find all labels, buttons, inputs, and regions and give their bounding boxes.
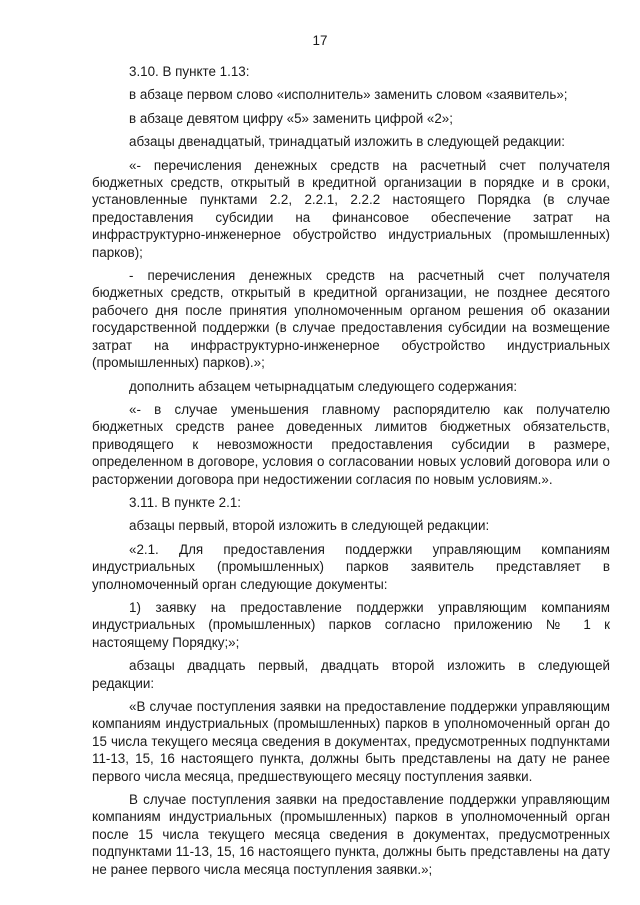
paragraph: «- в случае уменьшения главному распорядителю как получателю бюджетных средств ранее доведенных лимитов бюджетных обязательств, приводящего к невозможности предоставления субсидии в размере, определенном в договоре, условия о согласовании новых условий договора или о расторжении договора при недостижении согласия по новым условиям.». [92,401,610,487]
paragraph: в абзаце первом слово «исполнитель» заменить словом «заявитель»; [129,87,568,103]
paragraph: в абзаце девятом цифру «5» заменить цифрой «2»; [129,110,453,126]
paragraph: абзацы двенадцатый, тринадцатый изложить в следующей редакции: [129,134,565,150]
document-body [92,63,610,884]
page-number: 17 [312,33,328,48]
paragraph: 3.10. В пункте 1.13: [129,64,250,79]
paragraph: абзацы двадцать первый, двадцать второй изложить в следующей редакции: [92,658,610,691]
paragraph: - перечисления денежных средств на расчетный счет получателя бюджетных средств, открытый в кредитной организации, не позднее десятого рабочего дня после принятия уполномоченным органом решения об оказании государственной поддержки (в случае предоставления субсидии на возмещение затрат на инфраструктурно-инженерное обустройство индустриальных (промышленных) парков).»; [92,268,610,371]
paragraph: В случае поступления заявки на предоставление поддержки управляющим компаниям индустриальных (промышленных) парков в уполномоченный орган после 15 числа текущего месяца сведения в документах, предусмотренных подпунктами 11-13, 15, 16 настоящего пункта, должны быть представлены на дату не ранее первого числа месяца поступления заявки.»; [92,792,610,877]
paragraph: «2.1. Для предоставления поддержки управляющим компаниям индустриальных (промышленных) парков заявитель представляет в уполномоченный орган следующие документы: [92,541,610,592]
paragraph: абзацы первый, второй изложить в следующей редакции: [129,518,490,534]
paragraph: «В случае поступления заявки на предоставление поддержки управляющим компаниям индустриальных (промышленных) парков в уполномоченный орган до 15 числа текущего месяца сведения в документах, предусмотренных подпунктами 11-13, 15, 16 настоящего пункта, должны быть представлены на дату не ранее первого числа месяца, предшествующего месяцу поступления заявки. [92,699,610,784]
paragraph: «- перечисления денежных средств на расчетный счет получателя бюджетных средств, открытый в кредитной организации в порядке и в сроки, установленные пунктами 2.2, 2.2.1, 2.2.2 настоящего Порядка (в случае предоставления субсидии на финансовое обеспечение затрат на инфраструктурно-инженерное обустройство индустриальных (промышленных) парков); [92,157,610,260]
paragraph: 3.11. В пункте 2.1: [129,494,241,510]
paragraph: 1) заявку на предоставление поддержки управляющим компаниям индустриальных (промышленных) парков согласно приложению № 1 к настоящему Порядку;»; [92,599,610,650]
paragraph: дополнить абзацем четырнадцатым следующего содержания: [129,378,518,394]
